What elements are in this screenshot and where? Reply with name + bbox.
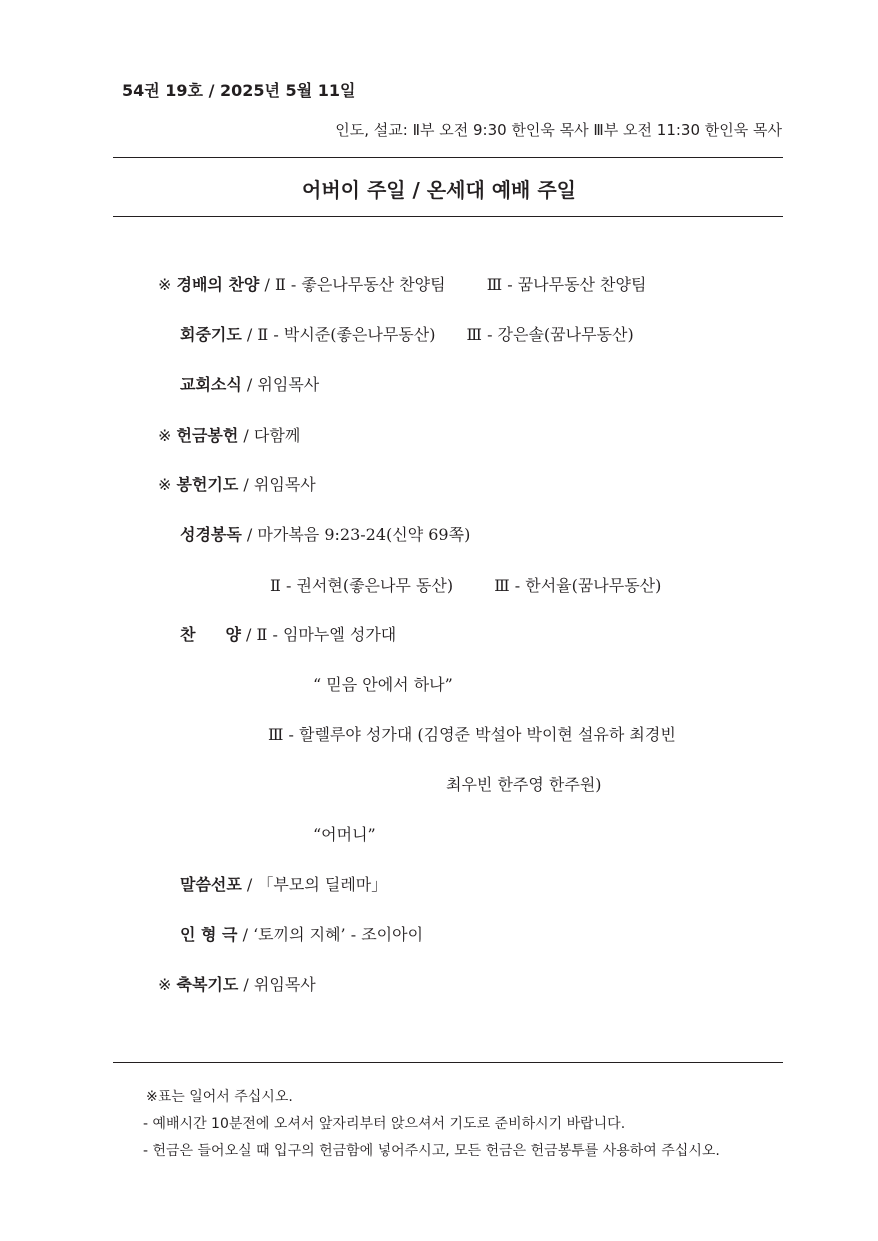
order-label: 말씀선포 (180, 875, 242, 894)
separator: / (243, 975, 249, 994)
order-label: 축복기도 (176, 975, 239, 994)
separator: / (264, 275, 270, 294)
order-part2: Ⅱ - 좋은나무동산 찬양팀 (274, 275, 446, 294)
puppet-title: ‘토끼의 지혜’ - 조이아이 (253, 925, 424, 944)
order-label-first: 찬 (180, 625, 196, 644)
order-part3: Ⅲ - 꿈나무동산 찬양팀 (486, 275, 647, 294)
order-part3: Ⅲ - 한서율(꿈나무동산) (494, 576, 662, 595)
separator: / (246, 325, 253, 344)
separator: / (242, 925, 248, 944)
order-scripture (180, 522, 470, 545)
choir-part3-members (446, 772, 602, 795)
scripture-reference: 마가복음 9:23-24(신약 69쪽) (257, 525, 471, 544)
standing-mark: ※ (158, 426, 172, 445)
top-rule (113, 157, 783, 158)
note-standing: ※표는 일어서 주십시오. (146, 1089, 293, 1105)
order-choir (180, 622, 396, 645)
order-label: 경배의 찬양 (176, 275, 260, 294)
order-part3: Ⅲ - 강은솔(꿈나무동산) (466, 325, 634, 344)
order-label: 회중기도 (180, 325, 242, 344)
order-benediction (158, 972, 316, 995)
order-puppet (180, 922, 423, 945)
separator: / (243, 426, 249, 445)
order-label-second: 양 (225, 625, 241, 644)
order-label: 교회소식 (180, 375, 242, 394)
standing-mark: ※ (158, 975, 172, 994)
title-rule (113, 216, 783, 217)
separator: / (246, 625, 252, 644)
standing-mark: ※ (158, 475, 172, 494)
order-value: 다함께 (253, 426, 301, 445)
order-value: 위임목사 (253, 475, 316, 494)
order-hymn (158, 272, 646, 295)
order-part2: Ⅱ - 박시준(좋은나무동산) (257, 325, 436, 344)
order-prayer (180, 322, 634, 345)
separator: / (243, 475, 249, 494)
choir-song-3 (313, 822, 376, 845)
order-part3: Ⅲ - 할렐루야 성가대 (김영준 박설아 박이현 설유하 최경빈 (268, 725, 676, 744)
note-arrival: - 예배시간 10분전에 오셔서 앞자리부터 앉으셔서 기도로 준비하시기 바랍니다. (143, 1116, 626, 1132)
standing-mark: ※ (158, 275, 172, 294)
order-label: 봉헌기도 (176, 475, 239, 494)
sermon-title: 「부모의 딜레마」 (257, 875, 388, 894)
note-offering: - 헌금은 들어오실 때 입구의 헌금함에 넣어주시고, 모든 헌금은 헌금봉투를 사용하여 주십시오. (143, 1143, 720, 1159)
separator: / (246, 375, 253, 394)
order-label: 헌금봉헌 (176, 426, 239, 445)
order-sermon (180, 872, 387, 895)
page-title: 어버이 주일 / 온세대 예배 주일 (302, 178, 576, 202)
bottom-rule (113, 1062, 783, 1063)
choir-members: 최우빈 한주영 한주원) (446, 775, 602, 794)
song-title: “ 믿음 안에서 하나” (313, 675, 453, 694)
choir-part3 (268, 722, 676, 745)
order-part2: Ⅱ - 권서현(좋은나무 동산) (270, 576, 454, 595)
separator: / (246, 875, 253, 894)
order-value: 위임목사 (253, 975, 316, 994)
order-label: 인 형 극 (180, 925, 238, 944)
separator: / (246, 525, 253, 544)
order-news (180, 372, 319, 395)
order-value: 위임목사 (257, 375, 320, 394)
scripture-readers (270, 573, 661, 596)
order-part2: Ⅱ - 임마누엘 성가대 (256, 625, 397, 644)
issue-date: 54권 19호 / 2025년 5월 11일 (122, 81, 356, 100)
choir-song-2 (313, 672, 453, 695)
service-info: 인도, 설교: Ⅱ부 오전 9:30 한인욱 목사 Ⅲ부 오전 11:30 한인욱 목사 (335, 121, 782, 139)
order-label: 성경봉독 (180, 525, 242, 544)
song-title: “어머니” (313, 825, 376, 844)
order-offering-prayer (158, 472, 316, 495)
order-offering (158, 423, 300, 446)
